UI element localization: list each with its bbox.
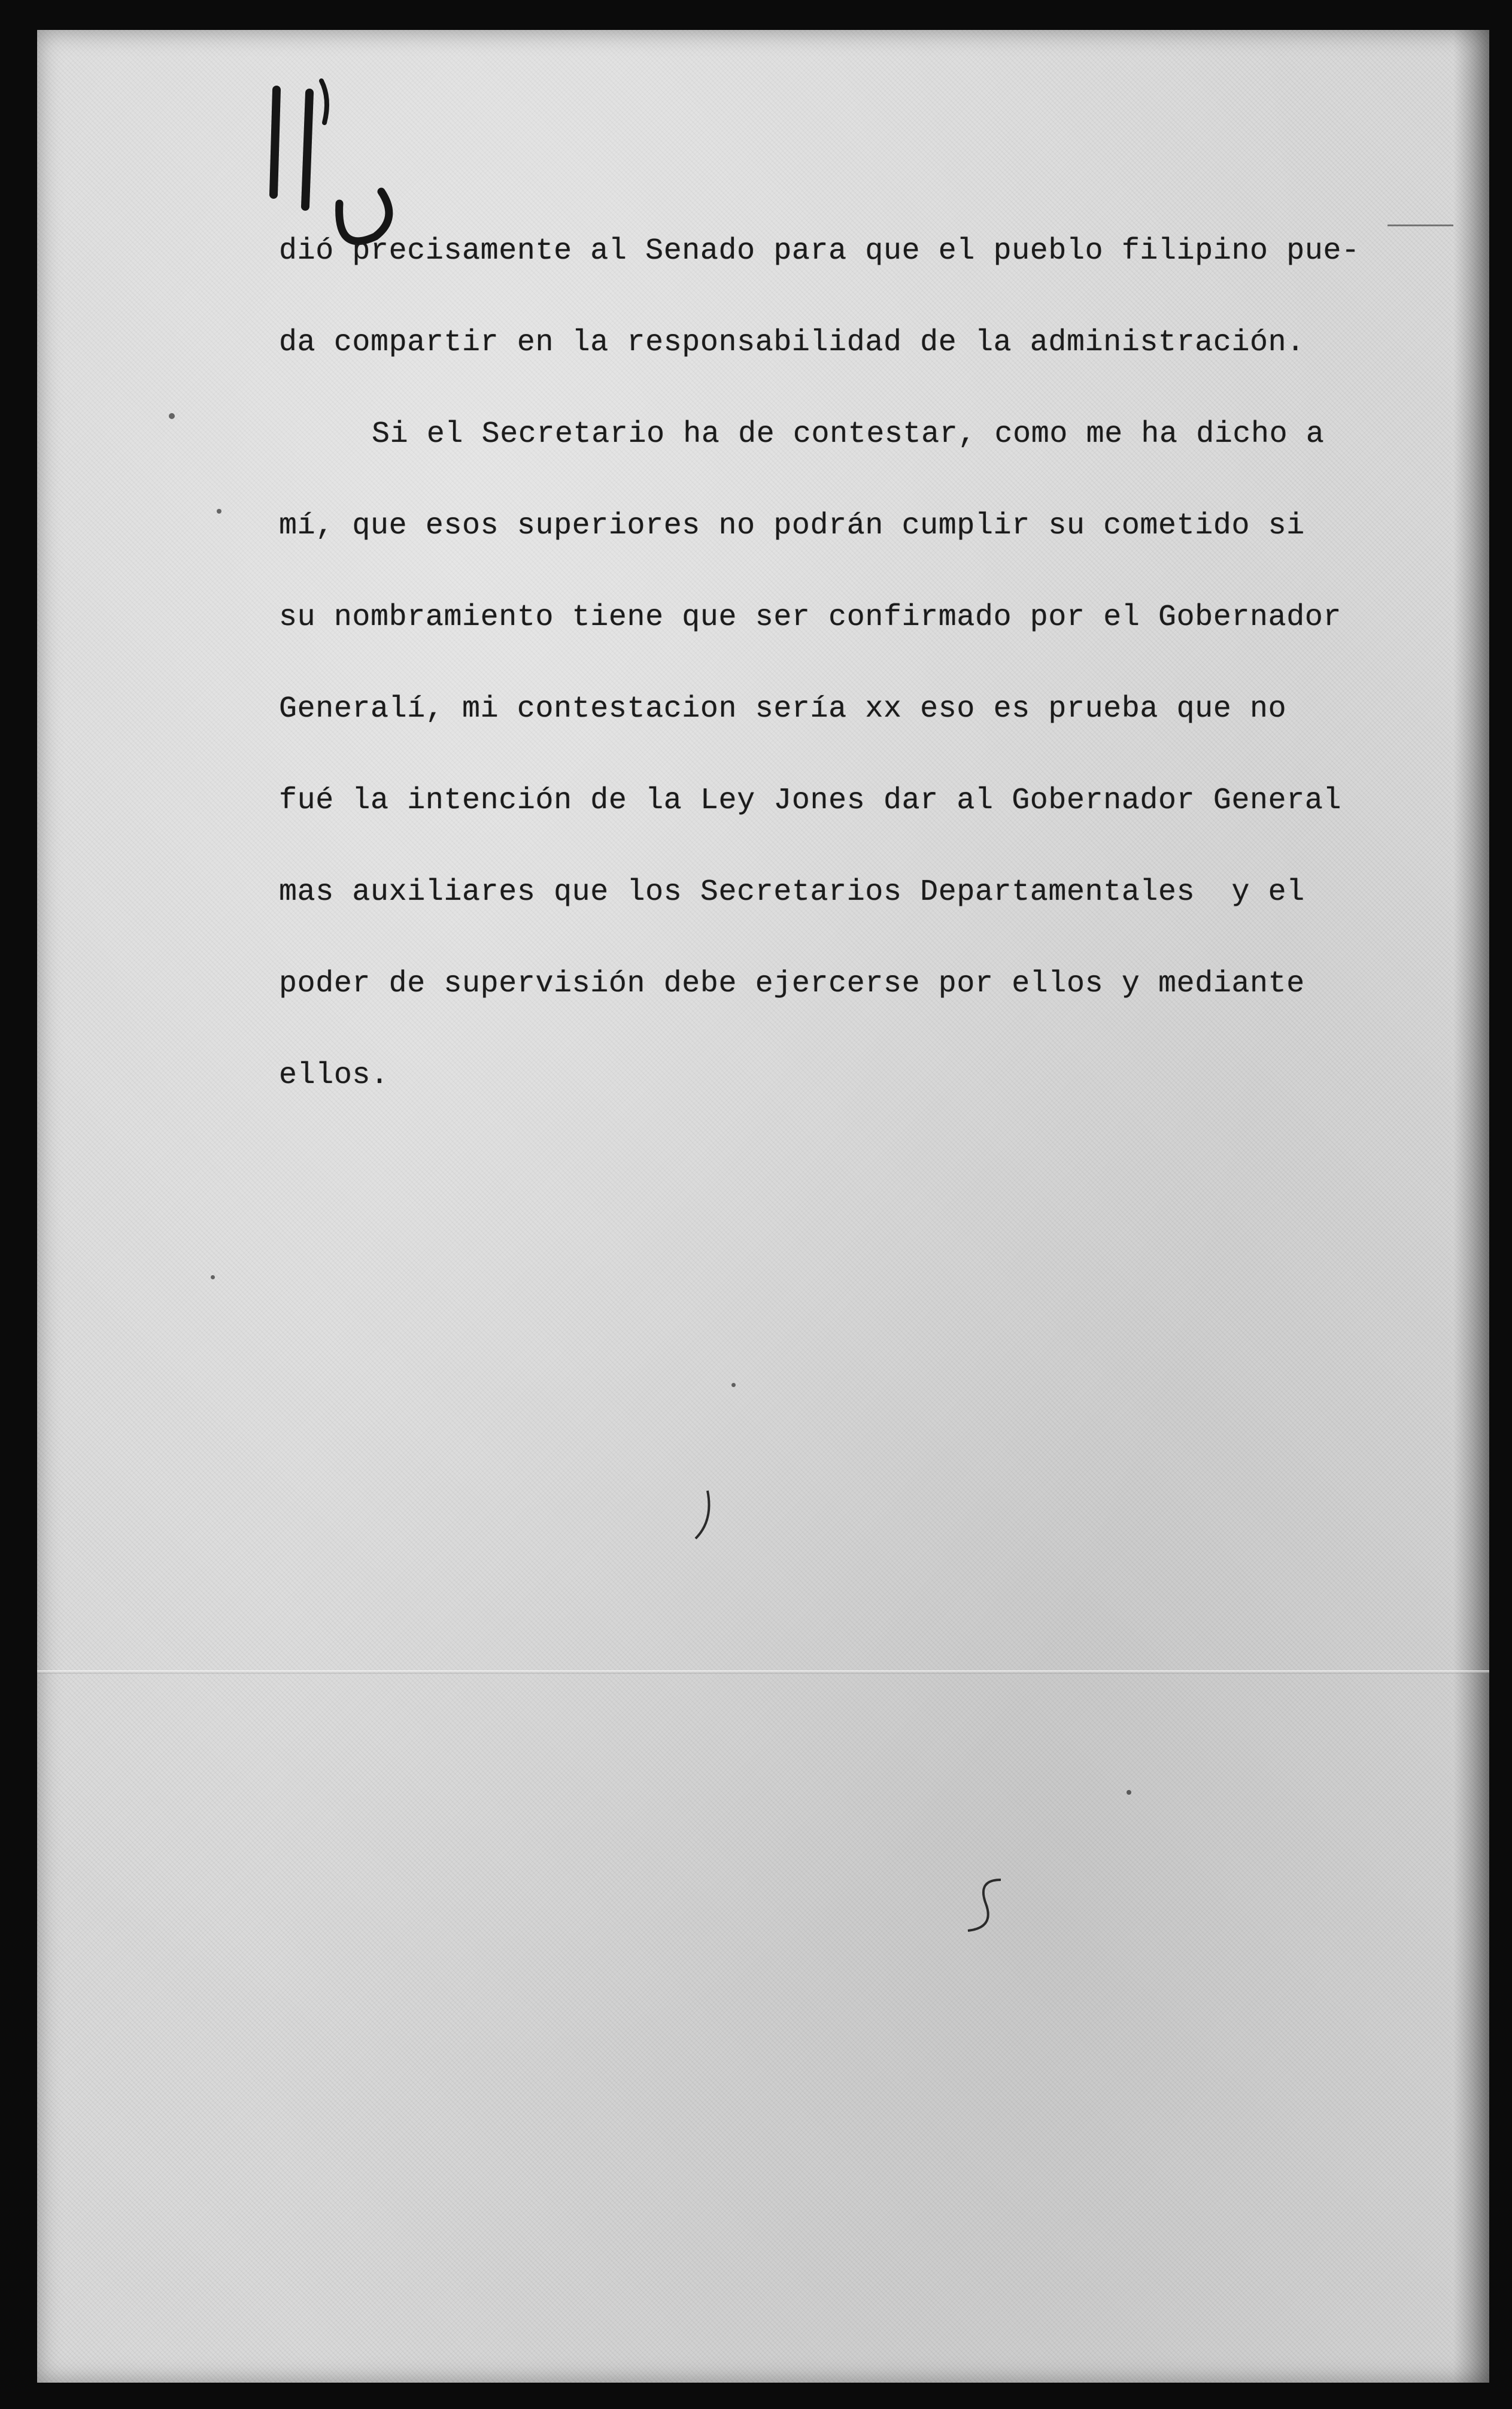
text-line: poder de supervisión debe ejercerse por ellos y mediante [279,967,1305,1001]
speck [217,509,221,514]
speck [211,1275,215,1279]
pen-mark [953,1874,1019,1940]
text-line: Si el Secretario ha de contestar, como me ha dicho a [372,417,1325,451]
text-line: Generalí, mi contestacion sería xx eso es prueba que no [279,692,1287,726]
text-line: mas auxiliares que los Secretarios Departamentales y el [279,875,1305,909]
text-line: su nombramiento tiene que ser confirmado por el Gobernador [279,600,1342,635]
handwritten-page-number [241,57,444,260]
text-line: mí, que esos superiores no podrán cumplir su cometido si [279,509,1305,543]
page-edge-shadow [1453,30,1489,2383]
speck [731,1383,736,1387]
text-line: fué la intención de la Ley Jones dar al Gobernador General [279,784,1342,818]
text-line: dió precisamente al Senado para que el pueblo filipino pue- [279,234,1360,268]
text-line: da compartir en la responsabilidad de la administración. [279,326,1305,360]
speck [1127,1790,1131,1795]
pen-mark [684,1485,731,1557]
speck [169,413,175,419]
fold-crease [37,1670,1489,1674]
margin-mark [1387,224,1453,226]
document-page [37,30,1489,2383]
text-line: ellos. [279,1058,389,1093]
